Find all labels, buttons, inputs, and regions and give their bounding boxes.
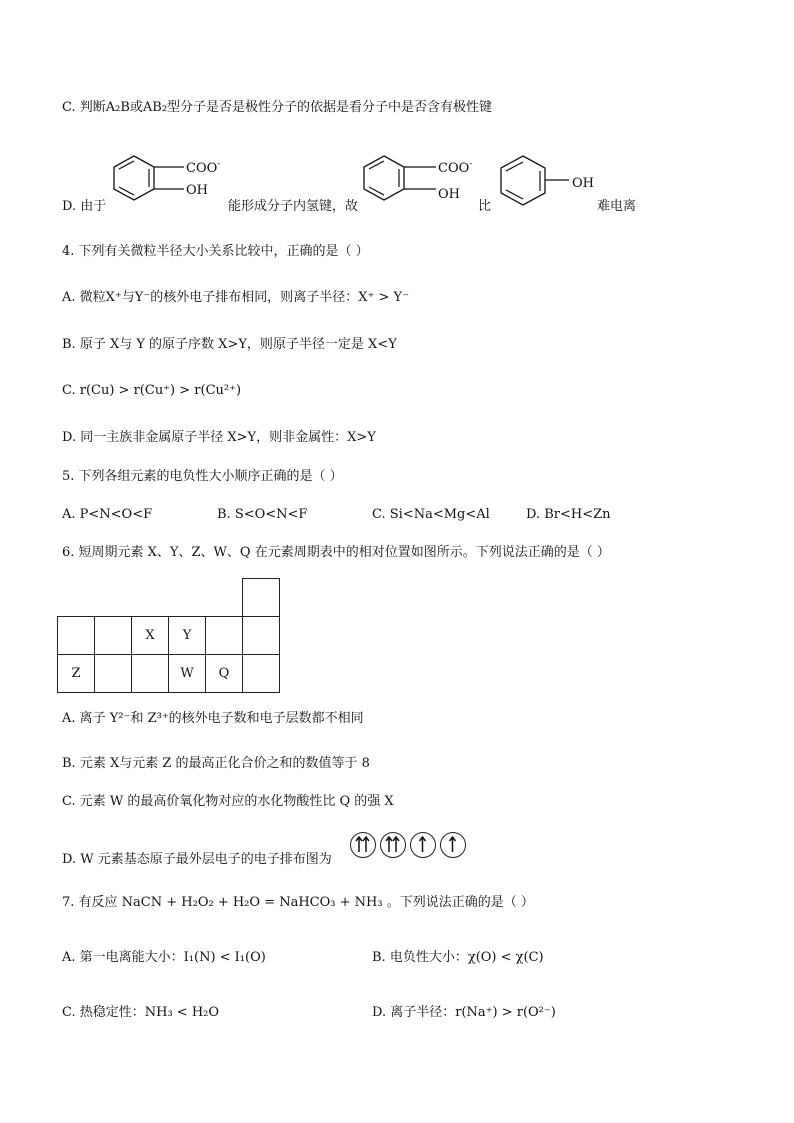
q4-stem: 4. 下列有关微粒半径大小关系比较中，正确的是（ ）	[62, 244, 369, 259]
q3-option-d-prefix: D. 由于	[62, 199, 107, 214]
q7-option-c: C. 热稳定性：NH₃ < H₂O	[62, 1005, 220, 1020]
q4-option-d: D. 同一主族非金属原子半径 X>Y，则非金属性：X>Y	[62, 430, 376, 445]
salicylate-structure-2	[362, 150, 482, 212]
q3-option-d-end: 难电离	[597, 199, 637, 214]
orbital-paired-icon	[380, 832, 406, 858]
q5-stem: 5. 下列各组元素的电负性大小顺序正确的是（ ）	[62, 469, 343, 484]
q5-option-c: C. Si<Na<Mg<Al	[372, 507, 490, 522]
q6-option-c: C. 元素 W 的最高价氧化物对应的水化物酸性比 Q 的强 X	[62, 794, 394, 809]
phenol-structure	[497, 153, 577, 213]
coo-label-2: COO-	[438, 159, 473, 176]
oh-label-2: OH	[438, 187, 460, 202]
table-cell	[243, 655, 280, 693]
q5-option-d: D. Br<H<Zn	[526, 507, 611, 522]
table-cell	[132, 655, 169, 693]
q4-option-c: C. r(Cu) > r(Cu⁺) > r(Cu²⁺)	[62, 383, 242, 398]
salicylate-structure-1	[112, 150, 232, 212]
q5-option-b: B. S<O<N<F	[217, 507, 308, 522]
table-cell-z: Z	[58, 655, 95, 693]
orbital-single-icon	[410, 832, 436, 858]
q6-stem: 6. 短周期元素 X、Y、Z、W、Q 在元素周期表中的相对位置如图所示。下列说法正确的是（ ）	[62, 545, 610, 560]
q3-option-d-mid: 能形成分子内氢键，故	[228, 199, 359, 214]
q7-option-d: D. 离子半径：r(Na⁺) > r(O²⁻)	[372, 1005, 556, 1020]
table-cell	[95, 617, 132, 655]
coo-label-1: COO-	[186, 159, 221, 176]
table-cell-y: Y	[169, 617, 206, 655]
oh-label-1: OH	[186, 183, 208, 198]
table-cell	[206, 617, 243, 655]
q3-option-c: C. 判断A₂B或AB₂型分子是否是极性分子的依据是看分子中是否含有极性键	[62, 100, 493, 115]
oh-label-3: OH	[572, 176, 594, 191]
q6-option-d: D. W 元素基态原子最外层电子的电子排布图为	[62, 852, 332, 867]
table-cell-w: W	[169, 655, 206, 693]
q3-option-d-bi: 比	[478, 199, 492, 214]
table-cell	[243, 617, 280, 655]
orbital-paired-icon	[350, 832, 376, 858]
q4-option-b: B. 原子 X与 Y 的原子序数 X>Y，则原子半径一定是 X<Y	[62, 337, 397, 352]
table-cell-x: X	[132, 617, 169, 655]
table-cell	[58, 617, 95, 655]
q6-option-a: A. 离子 Y²⁻和 Z³⁺的核外电子数和电子层数都不相同	[62, 711, 364, 726]
table-cell	[95, 655, 132, 693]
q7-option-b: B. 电负性大小：χ(O) < χ(C)	[372, 950, 544, 965]
orbital-diagram	[350, 832, 466, 858]
q5-option-a: A. P<N<O<F	[62, 507, 153, 522]
q7-option-a: A. 第一电离能大小：I₁(N) < I₁(O)	[62, 950, 266, 965]
q6-option-b: B. 元素 X与元素 Z 的最高正化合价之和的数值等于 8	[62, 756, 370, 771]
periodic-table-fragment	[57, 578, 280, 693]
q7-stem: 7. 有反应 NaCN + H₂O₂ + H₂O = NaHCO₃ + NH₃ 。下列说法正确的是（ ）	[62, 895, 534, 910]
table-cell-q: Q	[206, 655, 243, 693]
table-cell-top	[243, 579, 280, 617]
orbital-single-icon	[440, 832, 466, 858]
q4-option-a: A. 微粒X⁺与Y⁻的核外电子排布相同，则离子半径：X⁺ > Y⁻	[62, 290, 409, 305]
